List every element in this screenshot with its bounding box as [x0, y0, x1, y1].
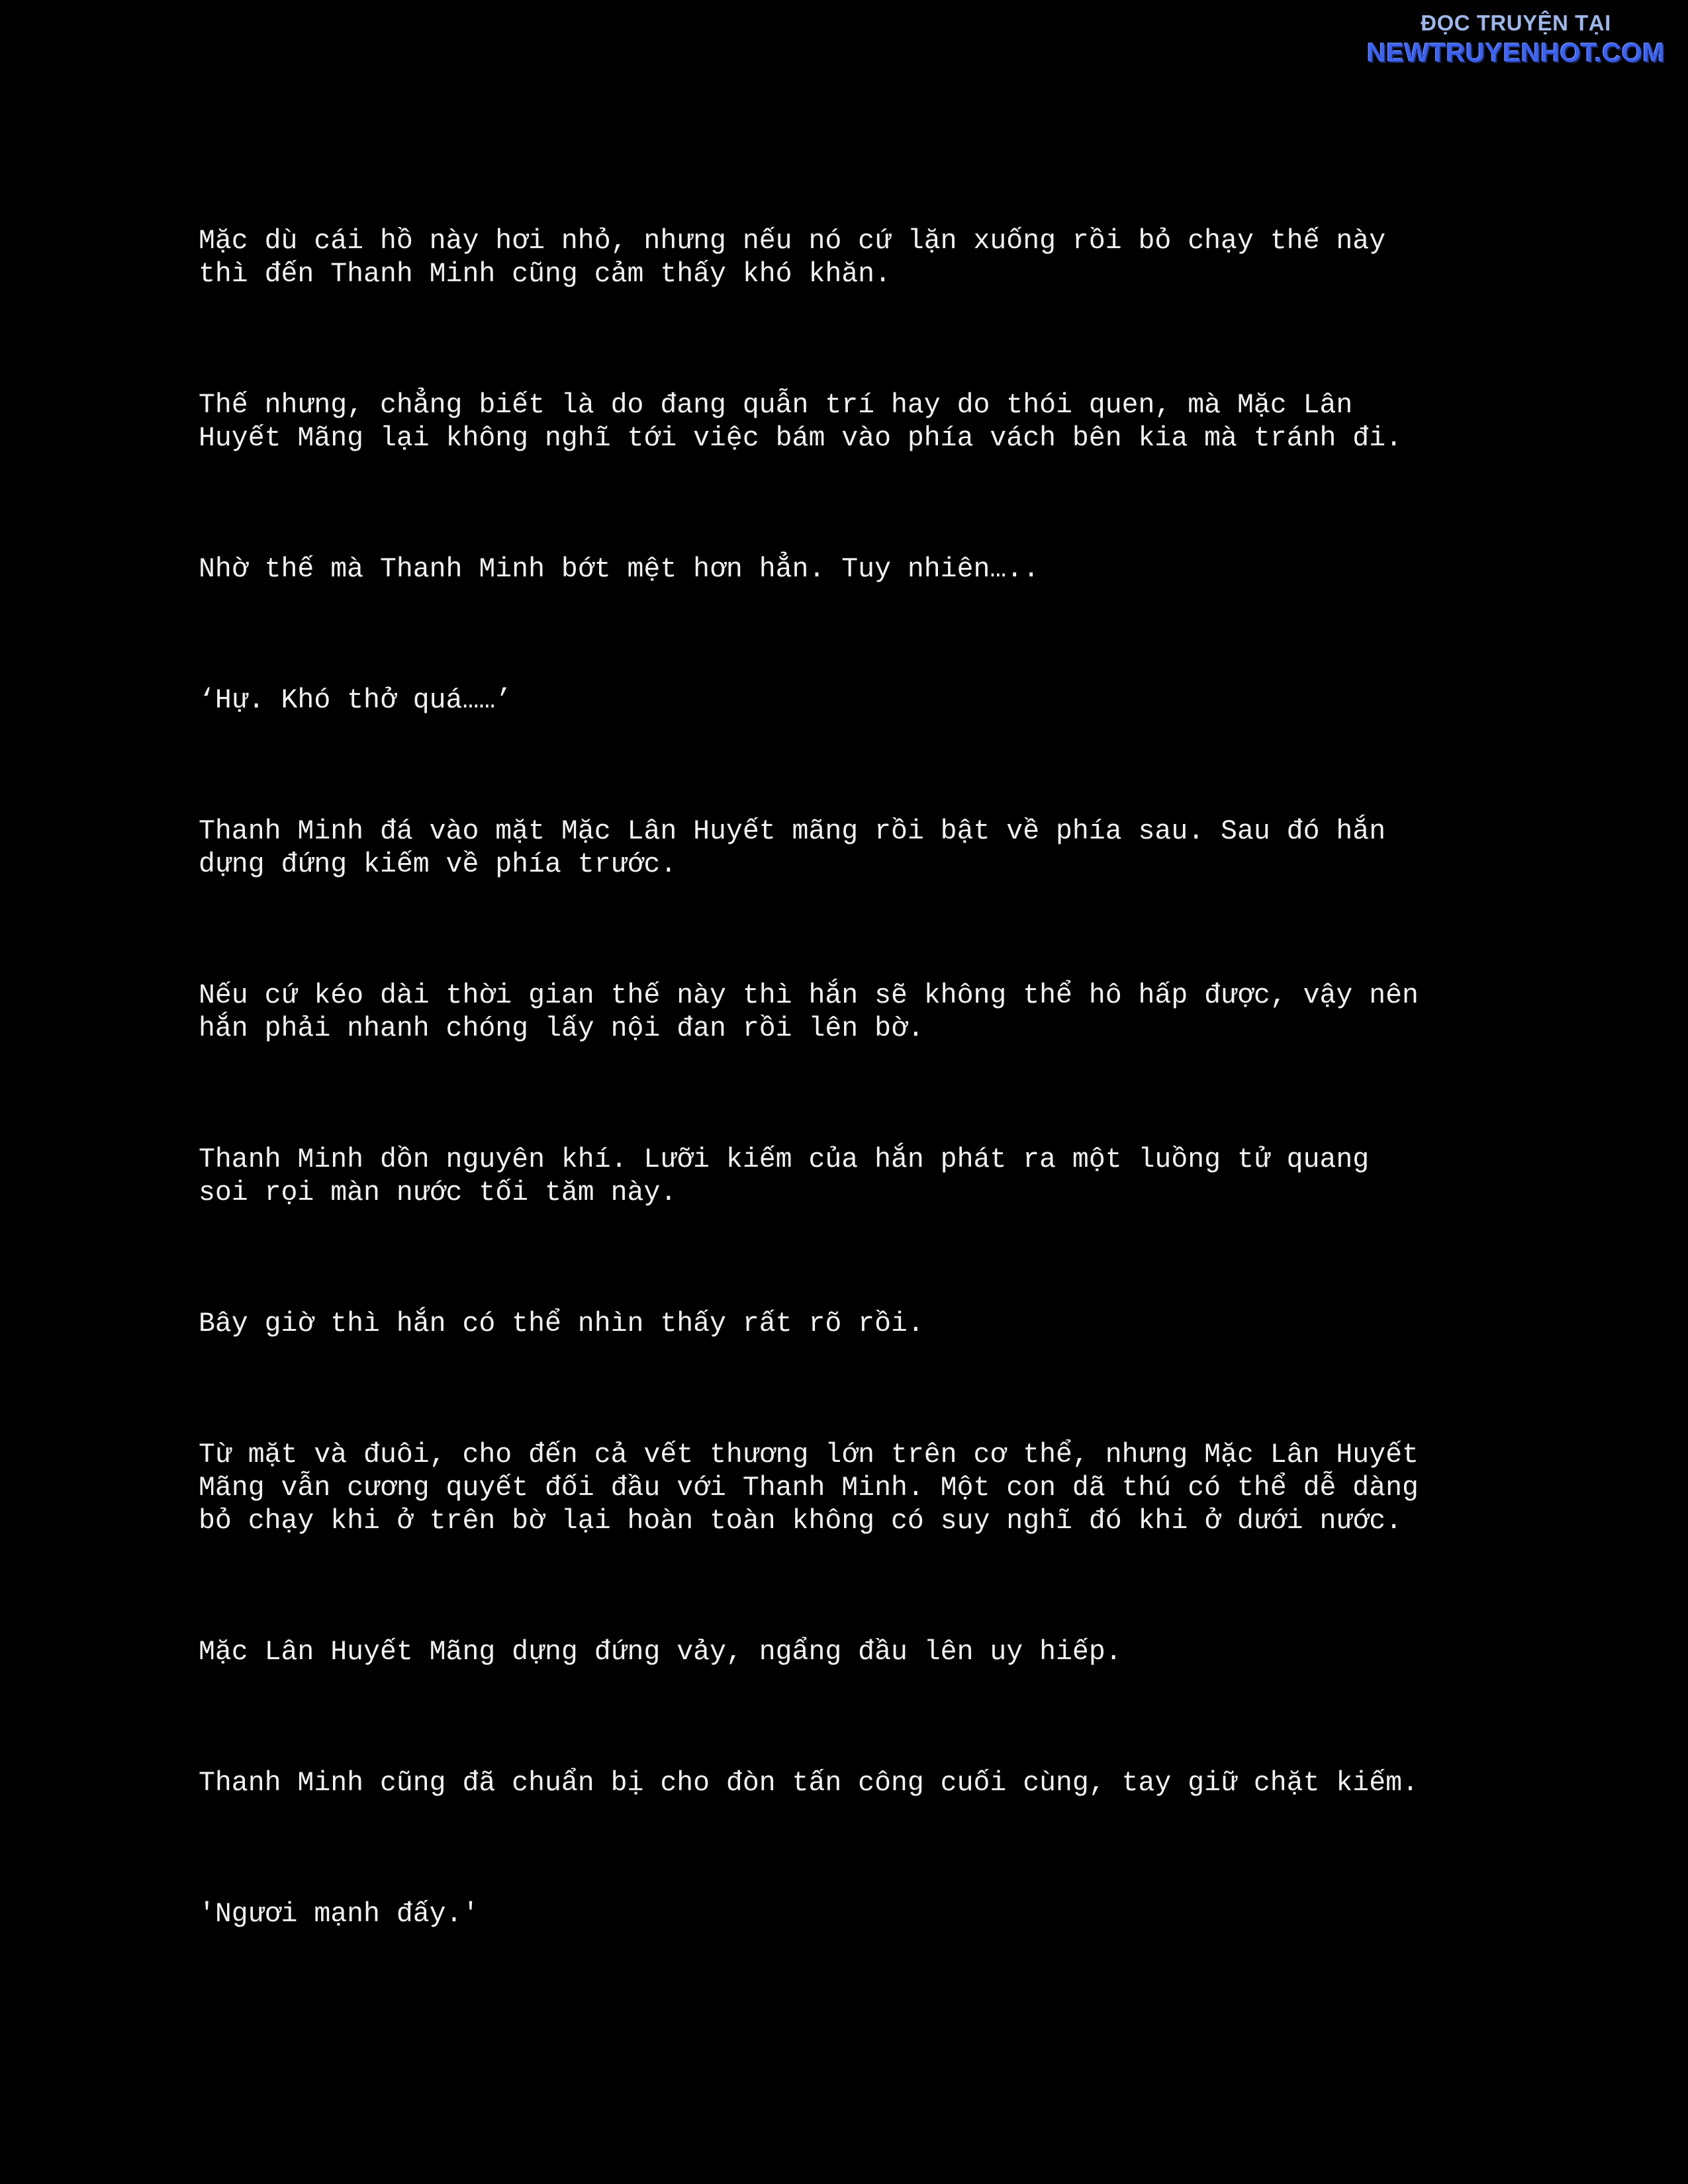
paragraph: Nếu cứ kéo dài thời gian thế này thì hắn sẽ không thể hô hấp được, vậy nên hắn phải nhanh chóng lấy nội đan rồi lên bờ.	[199, 980, 1419, 1044]
paragraph: Bây giờ thì hắn có thể nhìn thấy rất rõ rồi.	[199, 1308, 924, 1340]
story-text	[199, 225, 1516, 2029]
paragraph: ‘Hự. Khó thở quá……’	[199, 685, 512, 716]
paragraph: Thế nhưng, chẳng biết là do đang quẫn trí hay do thói quen, mà Mặc Lân Huyết Mãng lại không nghĩ tới việc bám vào phía vách bên kia mà tránh đi.	[199, 390, 1402, 454]
paragraph: Thanh Minh đá vào mặt Mặc Lân Huyết mãng rồi bật về phía sau. Sau đó hắn dựng đứng kiếm về phía trước.	[199, 816, 1386, 880]
paragraph: Thanh Minh dồn nguyên khí. Lưỡi kiếm của hắn phát ra một luồng tử quang soi rọi màn nước tối tăm này.	[199, 1144, 1370, 1208]
paragraph: Thanh Minh cũng đã chuẩn bị cho đòn tấn công cuối cùng, tay giữ chặt kiếm.	[199, 1768, 1419, 1799]
paragraph: Nhờ thế mà Thanh Minh bớt mệt hơn hẳn. Tuy nhiên…..	[199, 554, 1040, 585]
watermark-line-2: NEWTRUYENHOT.COM	[1366, 38, 1665, 68]
watermark-line-1: ĐỌC TRUYỆN TẠI	[1421, 11, 1611, 35]
watermark-logo	[1364, 9, 1668, 69]
paragraph: Mặc Lân Huyết Mãng dựng đứng vảy, ngẩng đầu lên uy hiếp.	[199, 1637, 1122, 1668]
paragraph: 'Ngươi mạnh đấy.'	[199, 1899, 479, 1930]
paragraph: Từ mặt và đuôi, cho đến cả vết thương lớn trên cơ thể, nhưng Mặc Lân Huyết Mãng vẫn cương quyết đối đầu với Thanh Minh. Một con dã thú có thể dễ dàng bỏ chạy khi ở trên bờ lại hoàn toàn không có suy nghĩ đó khi ở dưới nước.	[199, 1439, 1419, 1537]
paragraph: Mặc dù cái hồ này hơi nhỏ, nhưng nếu nó cứ lặn xuống rồi bỏ chạy thế này thì đến Thanh Minh cũng cảm thấy khó khăn.	[199, 226, 1386, 290]
